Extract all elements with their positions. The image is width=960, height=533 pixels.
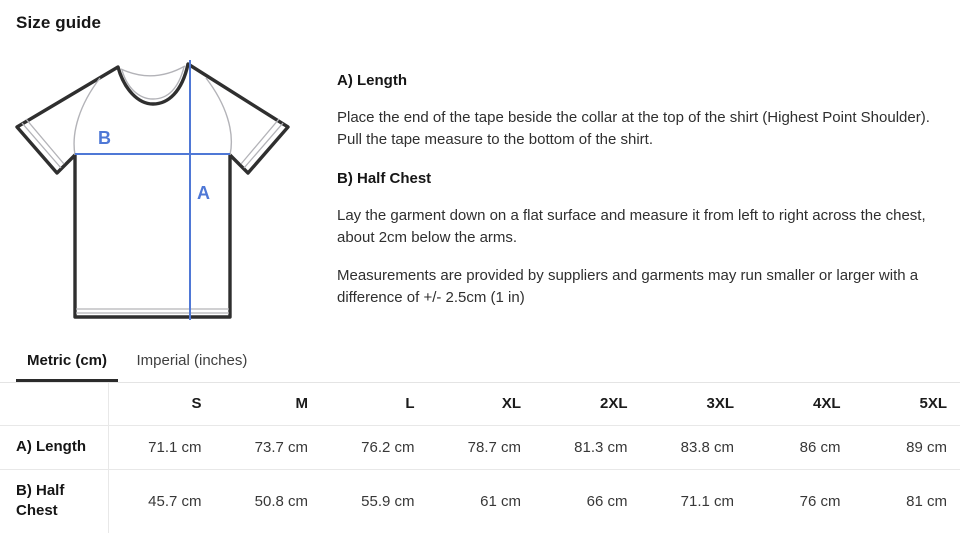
size-value-cell: 66 cm (586, 492, 628, 510)
size-col-header: 3XL (706, 395, 734, 413)
corner-cell (0, 383, 108, 425)
size-col-header: 5XL (919, 395, 947, 413)
section-a-body: Place the end of the tape beside the collar at the top of the shirt (Highest Point Shoulder). Pull the tape measure to the bottom of the shirt. (337, 109, 930, 148)
label-b: B (98, 128, 111, 148)
size-table (0, 383, 960, 533)
size-value-cell: 71.1 cm (680, 492, 734, 510)
size-table-header-row (0, 383, 960, 425)
table-row-length (0, 425, 960, 469)
table-row-half-chest (0, 469, 960, 533)
size-value-cell: 45.7 cm (148, 492, 202, 510)
size-value-cell: 86 cm (799, 438, 841, 456)
page-title: Size guide (16, 13, 102, 32)
tab-imperial[interactable]: Imperial (inches) (136, 352, 248, 369)
size-value-cell: 50.8 cm (254, 492, 308, 510)
size-value-cell: 76.2 cm (361, 438, 415, 456)
size-col-header: 4XL (812, 395, 841, 413)
size-col-header: L (405, 395, 415, 413)
size-value-cell: 61 cm (480, 492, 521, 510)
section-b-body: Lay the garment down on a flat surface and measure it from left to right across the chest, about 2cm below the arms. (337, 207, 926, 246)
unit-tab-strip (0, 345, 960, 383)
tshirt-outline (17, 64, 288, 317)
tshirt-diagram-svg (10, 42, 310, 332)
size-value-cell: 81 cm (906, 492, 947, 510)
size-col-header: XL (501, 395, 521, 413)
measurement-instructions (337, 71, 951, 309)
size-value-cell: 71.1 cm (148, 438, 202, 456)
size-value-cell: 81.3 cm (574, 438, 628, 456)
tab-metric[interactable]: Metric (cm) (16, 345, 118, 382)
section-b-heading: B) Half Chest (337, 170, 432, 187)
size-value-cell: 78.7 cm (467, 438, 521, 456)
row-label: B) Half Chest (0, 469, 108, 533)
label-a: A (197, 183, 210, 203)
size-value-cell: 83.8 cm (680, 438, 734, 456)
size-value-cell: 73.7 cm (254, 438, 308, 456)
size-value-cell: 76 cm (799, 492, 841, 510)
collar-back-line (121, 66, 185, 76)
size-value-cell: 89 cm (906, 438, 947, 456)
size-col-header: M (295, 395, 308, 413)
row-label: A) Length (0, 425, 108, 469)
size-value-cell: 55.9 cm (361, 492, 415, 510)
supplier-note: Measurements are provided by suppliers and garments may run smaller or larger with a difference of +/- 2.5cm (1 in) (337, 267, 919, 306)
size-col-header: S (191, 395, 202, 413)
section-a-heading: A) Length (337, 72, 407, 89)
size-table-wrap (0, 383, 960, 533)
tshirt-diagram (10, 42, 310, 332)
size-col-header: 2XL (599, 395, 628, 413)
